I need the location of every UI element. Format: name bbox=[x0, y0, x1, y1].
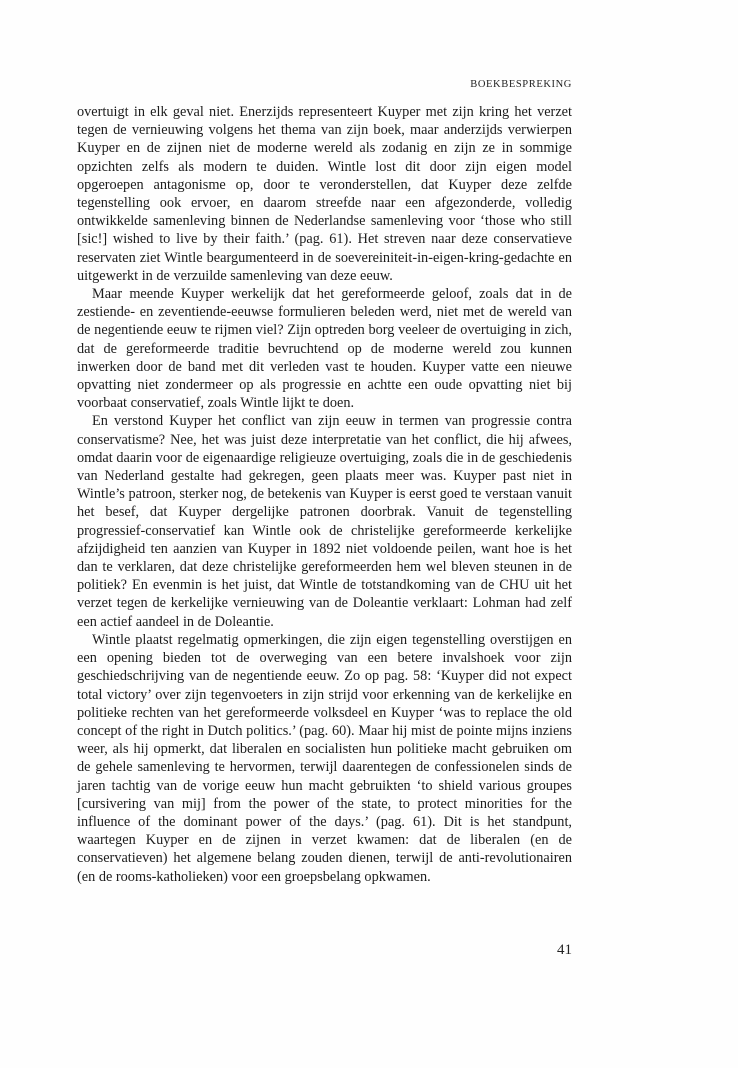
paragraph-3: En verstond Kuyper het conflict van zijn eeuw in termen van progressie contra conservatisme? Nee, het was juist deze interpretatie van het conflict, die hij afwees, omdat daarin voor de eigenaardige religieuze overtuiging, zoals die in de geschiedenis van Nederland gestalte had gekregen, geen plaats meer was. Kuyper past niet in Wintle’s patroon, sterker nog, de betekenis van Kuyper is eerst goed te verstaan vanuit het besef, dat Kuyper dergelijke patronen doorbrak. Vanuit de tegenstelling progressief-conservatief kan Wintle ook de christelijke gereformeerde kerkelijke afzijdigheid ten aanzien van Kuyper in 1892 niet voldoende peilen, want hoe is het dan te verklaren, dat deze christelijke gereformeerden hem wel bleven steunen in de politiek? En evenmin is het juist, dat Wintle de totstandkoming van de CHU uit het verzet tegen de kerkelijke vernieuwing van de Doleantie verklaart: Lohman had zelf een actief aandeel in de Doleantie. bbox=[77, 413, 572, 630]
body-text bbox=[77, 103, 572, 886]
paragraph-2: Maar meende Kuyper werkelijk dat het gereformeerde geloof, zoals dat in de zestiende- en zeventiende-eeuwse formulieren beleden werd, niet met de wereld van de negentiende eeuw te rijmen viel? Zijn optreden borg veeleer de overtuiging in zich, dat de gereformeerde traditie bevruchtend op de moderne wereld zou kunnen inwerken door de band met dit verleden vast te houden. Kuyper vatte een nieuwe opvatting niet zondermeer op als progressie en achtte een oude opvatting niet bij voorbaat conservatief, zoals Wintle lijkt te doen. bbox=[77, 286, 572, 412]
paragraph-4: Wintle plaatst regelmatig opmerkingen, die zijn eigen tegenstelling overstijgen en een opening bieden tot de overweging van een betere invalshoek voor zijn geschiedschrijving van de negentiende eeuw. Zo op pag. 58: ‘Kuyper did not expect total victory’ over zijn tegenvoeters in zijn strijd voor erkenning van de kerkelijke en politieke rechten van het gereformeerde volksdeel en Kuyper ‘was to replace the old concept of the right in Dutch politics.’ (pag. 60). Maar hij mist de pointe mijns inziens weer, als hij opmerkt, dat liberalen en socialisten hun politieke macht gebruiken om de gehele samenleving te hervormen, terwijl daarentegen de confessionelen sinds de jaren tachtig van de vorige eeuw hun macht gebruikten ‘to shield various groupes [cursivering van mij] from the power of the state, to protect minorities for the influence of the dominant power of the days.’ (pag. 61). Dit is het standpunt, waartegen Kuyper en de zijnen in verzet kwamen: dat de liberalen (en de conservatieven) het algemene belang zouden dienen, terwijl de anti-revolutionairen (en de rooms-katholieken) voor een groepsbelang opkwamen. bbox=[77, 631, 572, 885]
running-head: BOEKBESPREKING bbox=[470, 79, 572, 90]
paragraph-1: overtuigt in elk geval niet. Enerzijds representeert Kuyper met zijn kring het verzet tegen de vernieuwing volgens het thema van zijn boek, maar anderzijds verwierpen Kuyper en de zijnen niet de moderne wereld als zodanig en zijn ze in sommige opzichten zelfs als modern te duiden. Wintle lost dit door zijn eigen model opgeroepen antagonisme op, door te veronderstellen, dat Kuyper deze zelfde tegenstelling ook ervoer, en daarom streefde naar een afgezonderde, volledig ontwikkelde samenleving binnen de Nederlandse samenleving voor ‘those who still [sic!] wished to live by their faith.’ (pag. 61). Het streven naar deze conservatieve reservaten ziet Wintle beargumenteerd in de soevereiniteit-in-eigen-kring-gedachte en uitgewerkt in de verzuilde samenleving van deze eeuw. bbox=[77, 104, 572, 284]
page-number: 41 bbox=[557, 942, 572, 958]
